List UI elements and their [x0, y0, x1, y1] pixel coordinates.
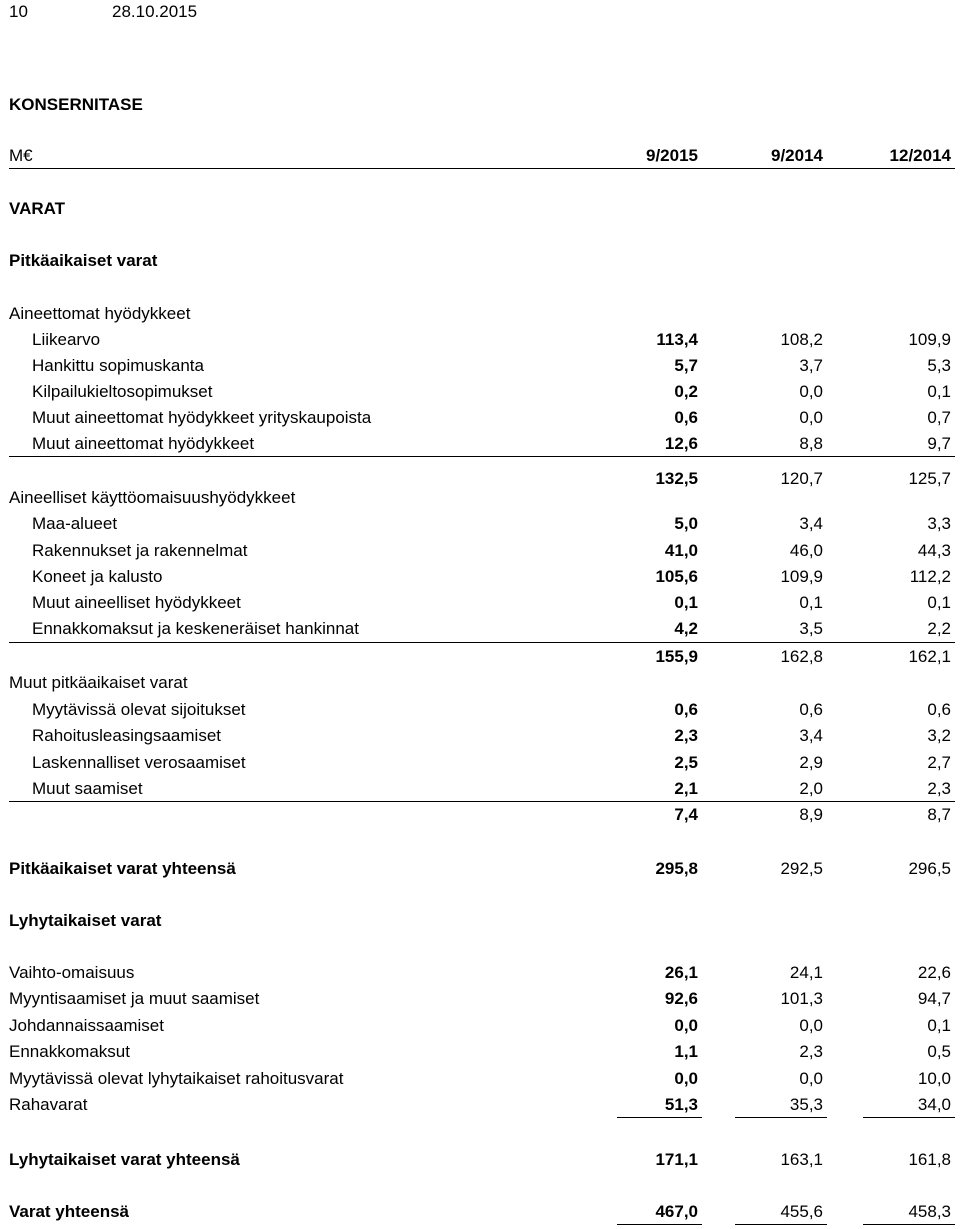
value-12-2014: 3,3	[927, 514, 951, 533]
value-9-2015: 0,0	[674, 1069, 698, 1088]
total-12-2014: 458,3	[908, 1202, 951, 1221]
sum-underline	[863, 1117, 955, 1118]
row-label: Myytävissä olevat sijoitukset	[32, 700, 246, 719]
value-9-2014: 3,4	[799, 726, 823, 745]
value-9-2014: 2,0	[799, 779, 823, 798]
group-heading: Aineettomat hyödykkeet	[9, 304, 191, 323]
value-9-2015: 5,0	[674, 514, 698, 533]
table-row	[0, 353, 960, 379]
total-underline	[735, 1224, 827, 1225]
value-9-2015: 26,1	[664, 963, 698, 982]
row-label: Koneet ja kalusto	[32, 567, 163, 586]
table-row	[0, 986, 960, 1012]
value-12-2014: 0,7	[927, 408, 951, 427]
report-date: 28.10.2015	[112, 2, 198, 21]
subtotal-12-2014: 125,7	[908, 469, 951, 488]
heading-lyhytaikaiset: Lyhytaikaiset varat	[9, 911, 162, 930]
row-label: Rahoitusleasingsaamiset	[32, 726, 221, 745]
total-underline	[617, 1224, 702, 1225]
total-12-2014: 161,8	[908, 1150, 951, 1169]
unit-label: M€	[9, 146, 33, 165]
subtotal-9-2015: 155,9	[655, 647, 698, 666]
subtotal-9-2015: 132,5	[655, 469, 698, 488]
total-underline	[863, 1224, 955, 1225]
value-12-2014: 0,5	[927, 1042, 951, 1061]
subtotal-9-2014: 120,7	[780, 469, 823, 488]
total-9-2015: 171,1	[655, 1150, 698, 1169]
value-9-2015: 105,6	[655, 567, 698, 586]
column-header: 9/2015	[646, 146, 698, 165]
sum-underline	[617, 1117, 702, 1118]
table-row	[0, 511, 960, 537]
row-label: Kilpailukieltosopimukset	[32, 382, 213, 401]
value-9-2014: 0,0	[799, 1016, 823, 1035]
row-label: Ennakkomaksut ja keskeneräiset hankinnat	[32, 619, 359, 638]
table-row	[0, 327, 960, 353]
page-number: 10	[9, 2, 28, 21]
table-row	[0, 431, 960, 457]
value-12-2014: 112,2	[909, 567, 951, 586]
value-12-2014: 0,1	[927, 593, 951, 612]
subtotal-9-2014: 8,9	[799, 805, 823, 824]
total-9-2014: 163,1	[780, 1150, 823, 1169]
value-9-2015: 41,0	[664, 541, 698, 560]
value-12-2014: 0,1	[927, 1016, 951, 1035]
value-12-2014: 10,0	[917, 1069, 951, 1088]
value-12-2014: 22,6	[917, 963, 951, 982]
table-row	[0, 1092, 960, 1118]
subtotal-divider	[9, 642, 955, 643]
value-9-2015: 0,1	[674, 593, 698, 612]
table-row	[0, 960, 960, 986]
value-12-2014: 34,0	[917, 1095, 951, 1114]
row-label: Muut aineelliset hyödykkeet	[32, 593, 241, 612]
value-9-2014: 0,0	[799, 408, 823, 427]
value-9-2015: 0,2	[674, 382, 698, 401]
table-row	[0, 379, 960, 405]
value-9-2015: 2,5	[674, 753, 698, 772]
group-heading: Muut pitkäaikaiset varat	[9, 673, 188, 692]
value-9-2015: 4,2	[674, 619, 698, 638]
table-row	[0, 723, 960, 749]
value-12-2014: 2,3	[927, 779, 951, 798]
column-header: 9/2014	[771, 146, 823, 165]
subtotal-row	[0, 644, 960, 670]
column-header: 12/2014	[889, 146, 951, 165]
section-title: KONSERNITASE	[9, 95, 143, 114]
value-9-2015: 5,7	[674, 356, 698, 375]
value-12-2014: 9,7	[927, 434, 951, 453]
total-9-2014: 455,6	[780, 1202, 823, 1221]
value-9-2014: 8,8	[799, 434, 823, 453]
value-9-2014: 3,7	[799, 356, 823, 375]
table-row	[0, 538, 960, 564]
row-label: Liikearvo	[32, 330, 101, 349]
sum-underline	[735, 1117, 827, 1118]
table-row	[0, 1066, 960, 1092]
value-9-2015: 2,1	[674, 779, 698, 798]
row-label: Muut aineettomat hyödykkeet yrityskaupoista	[32, 408, 372, 427]
value-9-2014: 46,0	[789, 541, 823, 560]
total-row	[0, 1147, 960, 1173]
value-12-2014: 0,6	[927, 700, 951, 719]
total-row	[0, 856, 960, 882]
value-9-2014: 2,9	[799, 753, 823, 772]
value-9-2014: 2,3	[799, 1042, 823, 1061]
value-9-2015: 12,6	[664, 434, 698, 453]
subtotal-9-2014: 162,8	[780, 647, 823, 666]
table-row	[0, 697, 960, 723]
row-label: Rahavarat	[9, 1095, 88, 1114]
value-12-2014: 0,1	[927, 382, 951, 401]
column-header-row	[0, 143, 960, 169]
value-9-2014: 0,6	[799, 700, 823, 719]
grand-total-row	[0, 1199, 960, 1225]
total-9-2014: 292,5	[780, 859, 823, 878]
row-label: Ennakkomaksut	[9, 1042, 130, 1061]
row-label: Pitkäaikaiset varat yhteensä	[9, 859, 236, 878]
table-row	[0, 1039, 960, 1065]
value-12-2014: 3,2	[927, 726, 951, 745]
row-label: Hankittu sopimuskanta	[32, 356, 204, 375]
heading-pitkaaikaiset: Pitkäaikaiset varat	[9, 251, 158, 270]
row-label: Vaihto-omaisuus	[9, 963, 135, 982]
subtotal-12-2014: 8,7	[927, 805, 951, 824]
value-9-2014: 108,2	[780, 330, 823, 349]
value-12-2014: 44,3	[917, 541, 951, 560]
value-9-2015: 51,3	[664, 1095, 698, 1114]
value-12-2014: 2,2	[927, 619, 951, 638]
row-label: Lyhytaikaiset varat yhteensä	[9, 1150, 240, 1169]
table-row	[0, 1013, 960, 1039]
value-12-2014: 2,7	[927, 753, 951, 772]
heading-varat: VARAT	[9, 199, 66, 218]
table-row	[0, 776, 960, 802]
value-9-2015: 1,1	[674, 1042, 698, 1061]
row-label: Maa-alueet	[32, 514, 118, 533]
subtotal-divider	[9, 456, 955, 457]
row-label: Myytävissä olevat lyhytaikaiset rahoitusvarat	[9, 1069, 344, 1088]
total-9-2015: 295,8	[655, 859, 698, 878]
row-label: Varat yhteensä	[9, 1202, 130, 1221]
table-row	[0, 590, 960, 616]
value-9-2015: 0,0	[674, 1016, 698, 1035]
value-9-2015: 2,3	[674, 726, 698, 745]
value-9-2014: 0,0	[799, 1069, 823, 1088]
table-row	[0, 564, 960, 590]
value-9-2014: 0,0	[799, 382, 823, 401]
subtotal-row	[0, 802, 960, 828]
row-label: Myyntisaamiset ja muut saamiset	[9, 989, 260, 1008]
row-label: Muut saamiset	[32, 779, 143, 798]
value-9-2014: 3,4	[799, 514, 823, 533]
value-9-2014: 24,1	[789, 963, 823, 982]
value-9-2014: 109,9	[780, 567, 823, 586]
total-12-2014: 296,5	[908, 859, 951, 878]
value-9-2015: 92,6	[664, 989, 698, 1008]
value-9-2015: 0,6	[674, 408, 698, 427]
value-9-2014: 3,5	[799, 619, 823, 638]
value-9-2014: 35,3	[789, 1095, 823, 1114]
table-row	[0, 750, 960, 776]
value-9-2015: 113,4	[656, 330, 698, 349]
header-divider	[9, 168, 955, 169]
row-label: Laskennalliset verosaamiset	[32, 753, 246, 772]
total-9-2015: 467,0	[655, 1202, 698, 1221]
value-9-2014: 101,3	[780, 989, 823, 1008]
table-row	[0, 405, 960, 431]
value-12-2014: 5,3	[927, 356, 951, 375]
value-12-2014: 109,9	[908, 330, 951, 349]
table-row	[0, 616, 960, 642]
subtotal-9-2015: 7,4	[674, 805, 698, 824]
subtotal-12-2014: 162,1	[908, 647, 951, 666]
value-9-2015: 0,6	[674, 700, 698, 719]
row-label: Muut aineettomat hyödykkeet	[32, 434, 255, 453]
row-label: Johdannaissaamiset	[9, 1016, 164, 1035]
row-label: Rakennukset ja rakennelmat	[32, 541, 248, 560]
value-12-2014: 94,7	[917, 989, 951, 1008]
group-heading: Aineelliset käyttöomaisuushyödykkeet	[9, 488, 296, 507]
value-9-2014: 0,1	[799, 593, 823, 612]
